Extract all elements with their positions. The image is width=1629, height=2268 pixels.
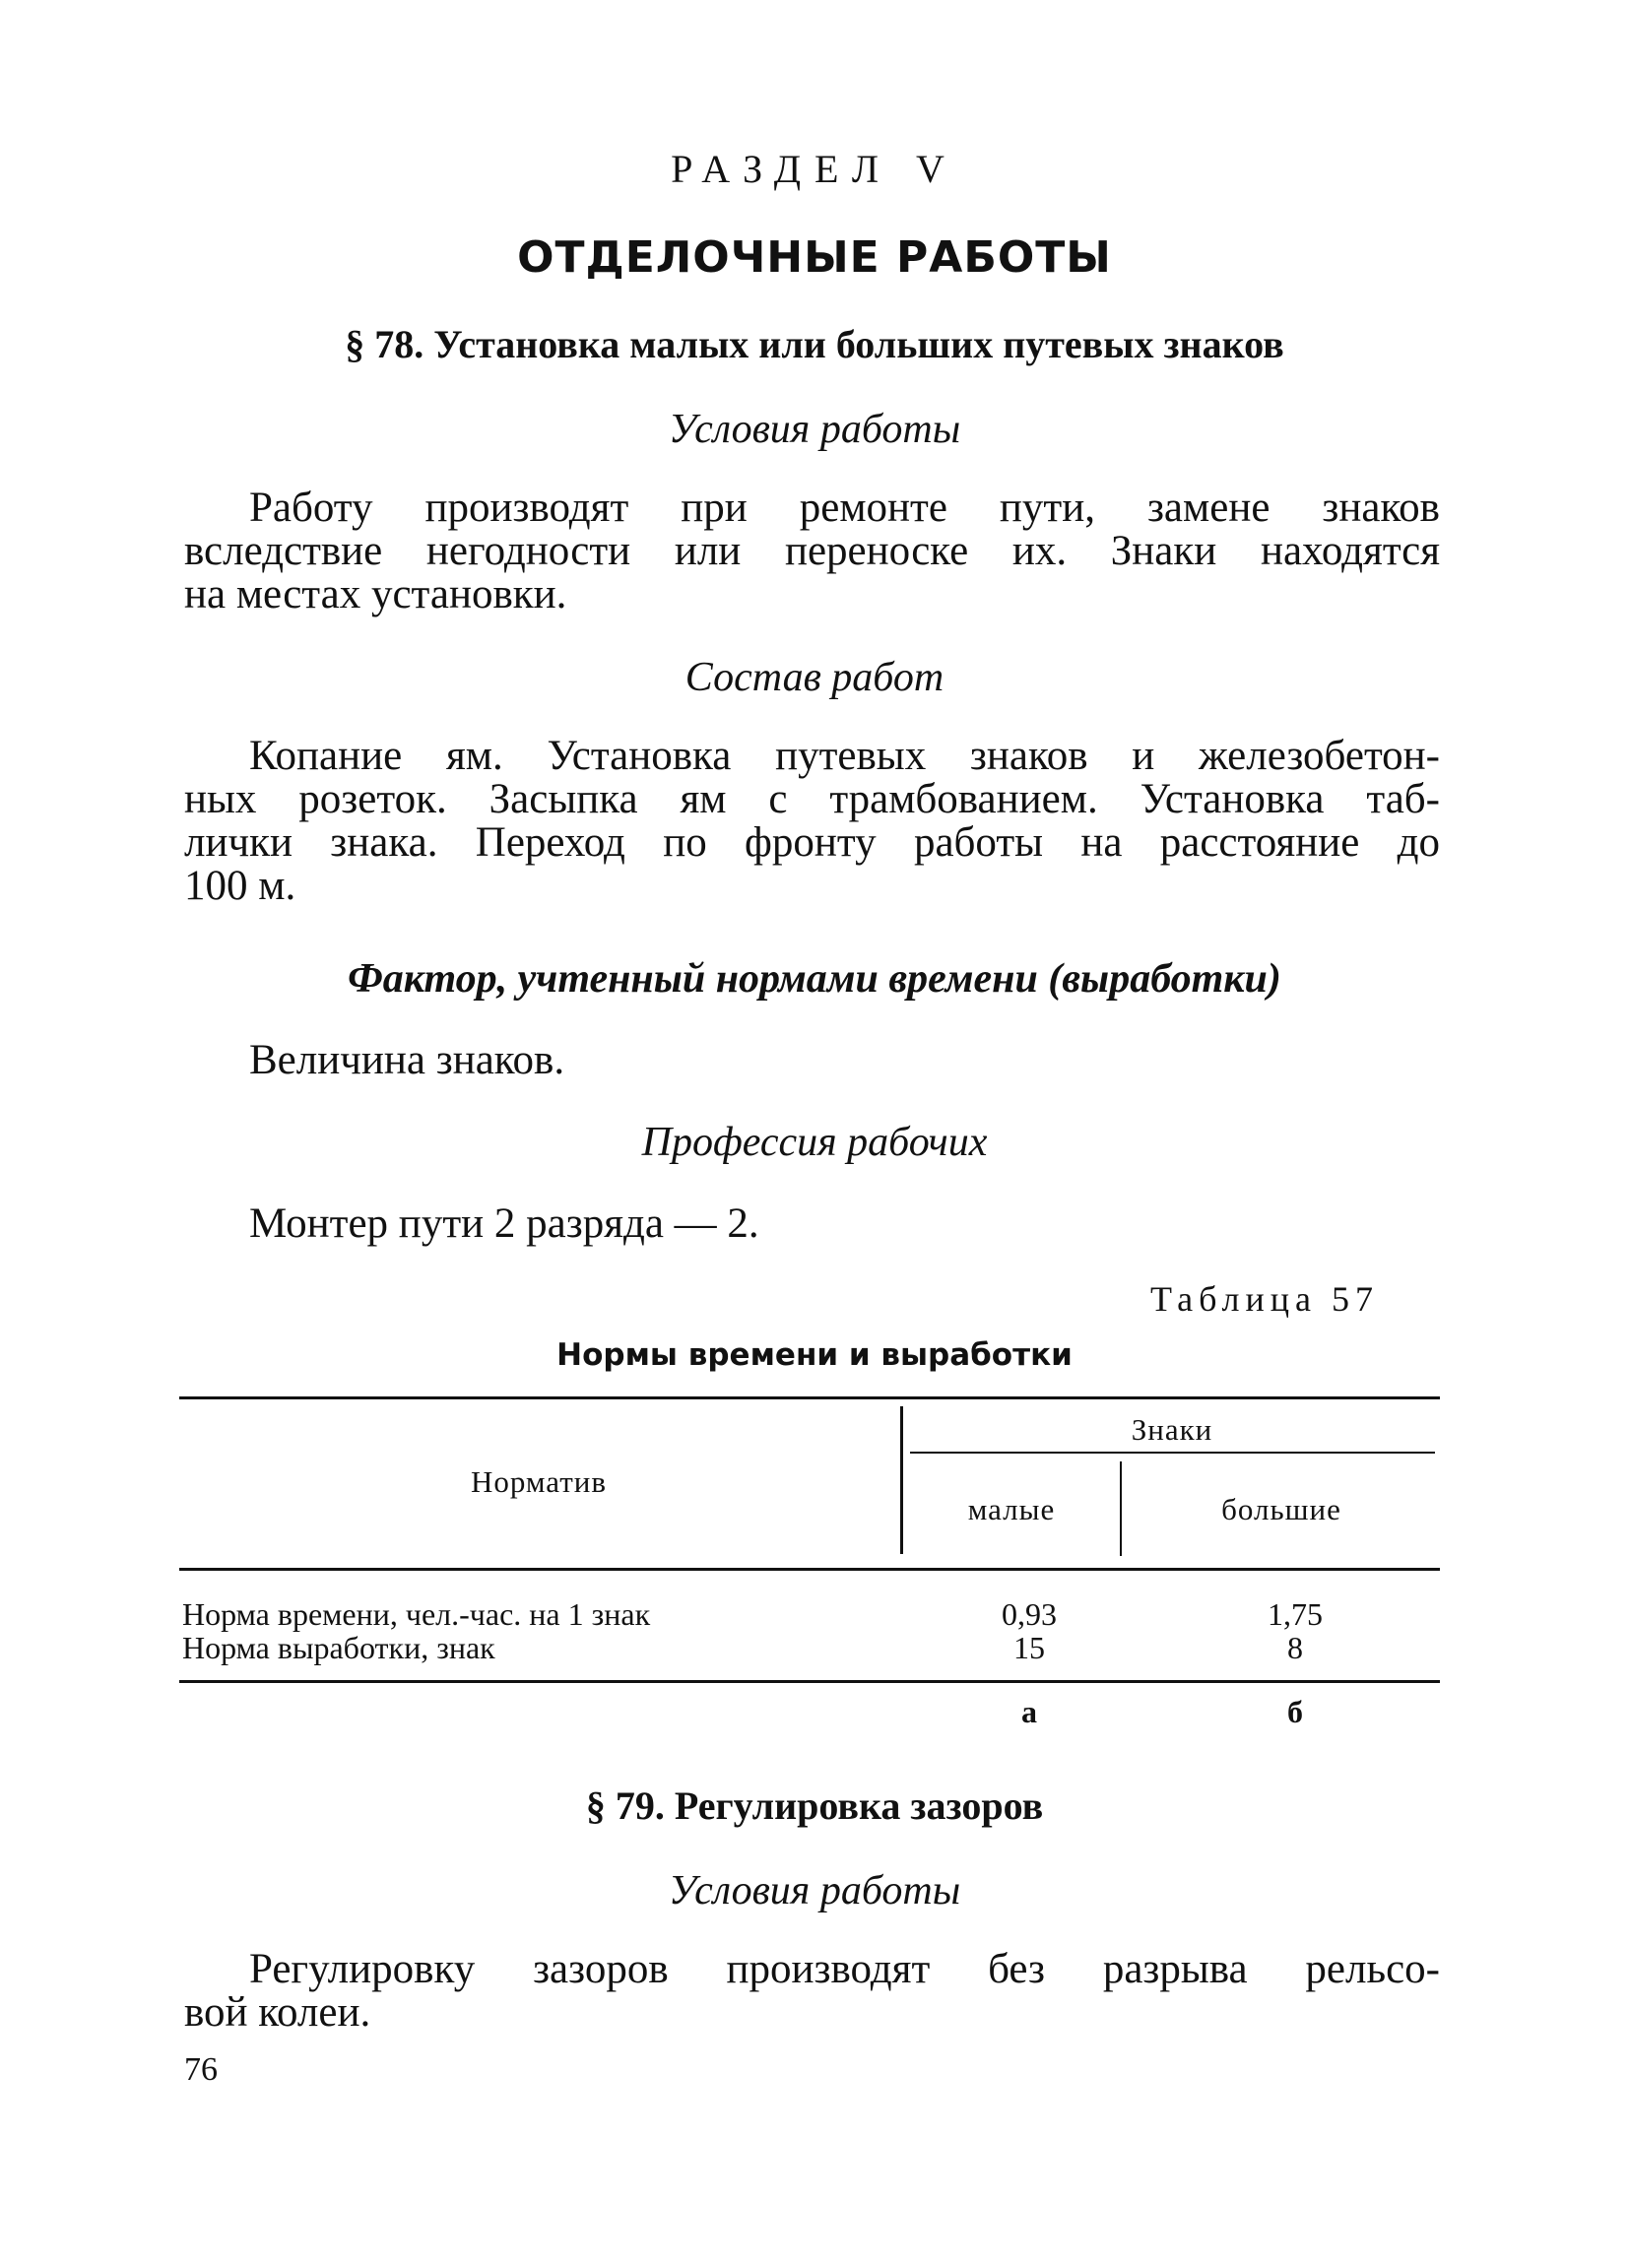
p78-factor-heading: Фактор, учтенный нормами времени (выработки)	[348, 956, 1281, 1002]
p78-conditions-heading: Условия работы	[668, 407, 961, 452]
header-normative: Норматив	[470, 1464, 608, 1499]
header-small: малые	[967, 1492, 1056, 1526]
table-header-bottom-rule	[179, 1568, 1440, 1571]
table-bottom-rule	[179, 1680, 1440, 1683]
p79-conditions-text	[184, 1948, 1440, 2035]
p78-conditions-line-2: вследствие негодности или переноске их. Знаки находятся	[184, 528, 1440, 574]
p78-composition-line-4: 100 м.	[184, 863, 296, 909]
row-2-large: 8	[1287, 1630, 1303, 1665]
p78-profession-heading: Профессия рабочих	[641, 1120, 988, 1165]
p78-conditions-line-1: Работу производят при ремонте пути, замене знаков	[249, 485, 1440, 531]
row-1-large: 1,75	[1268, 1596, 1323, 1632]
paragraph-78-title: § 78. Установка малых или больших путевых знаков	[345, 322, 1284, 366]
p79-conditions-heading: Условия работы	[668, 1868, 961, 1913]
section-label: РАЗДЕЛ V	[671, 147, 958, 191]
p78-composition-line-1: Копание ям. Установка путевых знаков и железобетон-	[249, 733, 1440, 779]
row-1-label: Норма времени, чел.-час. на 1 знак	[182, 1596, 651, 1632]
table-caption: Таблица 57	[1150, 1279, 1379, 1319]
p78-factor-text: Величина знаков.	[249, 1037, 565, 1083]
row-2-label: Норма выработки, знак	[182, 1630, 495, 1665]
signs-underline	[910, 1452, 1435, 1454]
signs-subheader-divider	[1120, 1461, 1122, 1556]
page-number: 76	[184, 2051, 218, 2088]
p79-conditions-line-2: вой колеи.	[184, 1989, 371, 2036]
p78-composition-line-3: лички знака. Переход по фронту работы на расстояние до	[184, 819, 1440, 866]
column-letter-large: б	[1287, 1694, 1303, 1729]
table-top-rule	[179, 1396, 1440, 1399]
p78-profession-text: Монтер пути 2 разряда — 2.	[249, 1200, 759, 1247]
header-large: большие	[1221, 1492, 1341, 1526]
row-1-small: 0,93	[1002, 1596, 1057, 1632]
p78-composition-line-2: ных розеток. Засыпка ям с трамбованием. Установка таб-	[184, 776, 1440, 822]
p78-composition-heading: Состав работ	[684, 655, 945, 700]
p79-conditions-line-1: Регулировку зазоров производят без разрыва рельсо-	[249, 1946, 1440, 1992]
header-signs: Знаки	[1131, 1412, 1213, 1447]
column-letter-small: а	[1021, 1694, 1037, 1729]
paragraph-79-title: § 79. Регулировка зазоров	[585, 1783, 1044, 1828]
p78-conditions-line-3: на местах установки.	[184, 571, 567, 617]
row-2-small: 15	[1013, 1630, 1045, 1665]
table-title: Нормы времени и выработки	[556, 1337, 1073, 1373]
table-header-divider	[900, 1406, 903, 1554]
section-title: ОТДЕЛОЧНЫЕ РАБОТЫ	[517, 232, 1112, 283]
